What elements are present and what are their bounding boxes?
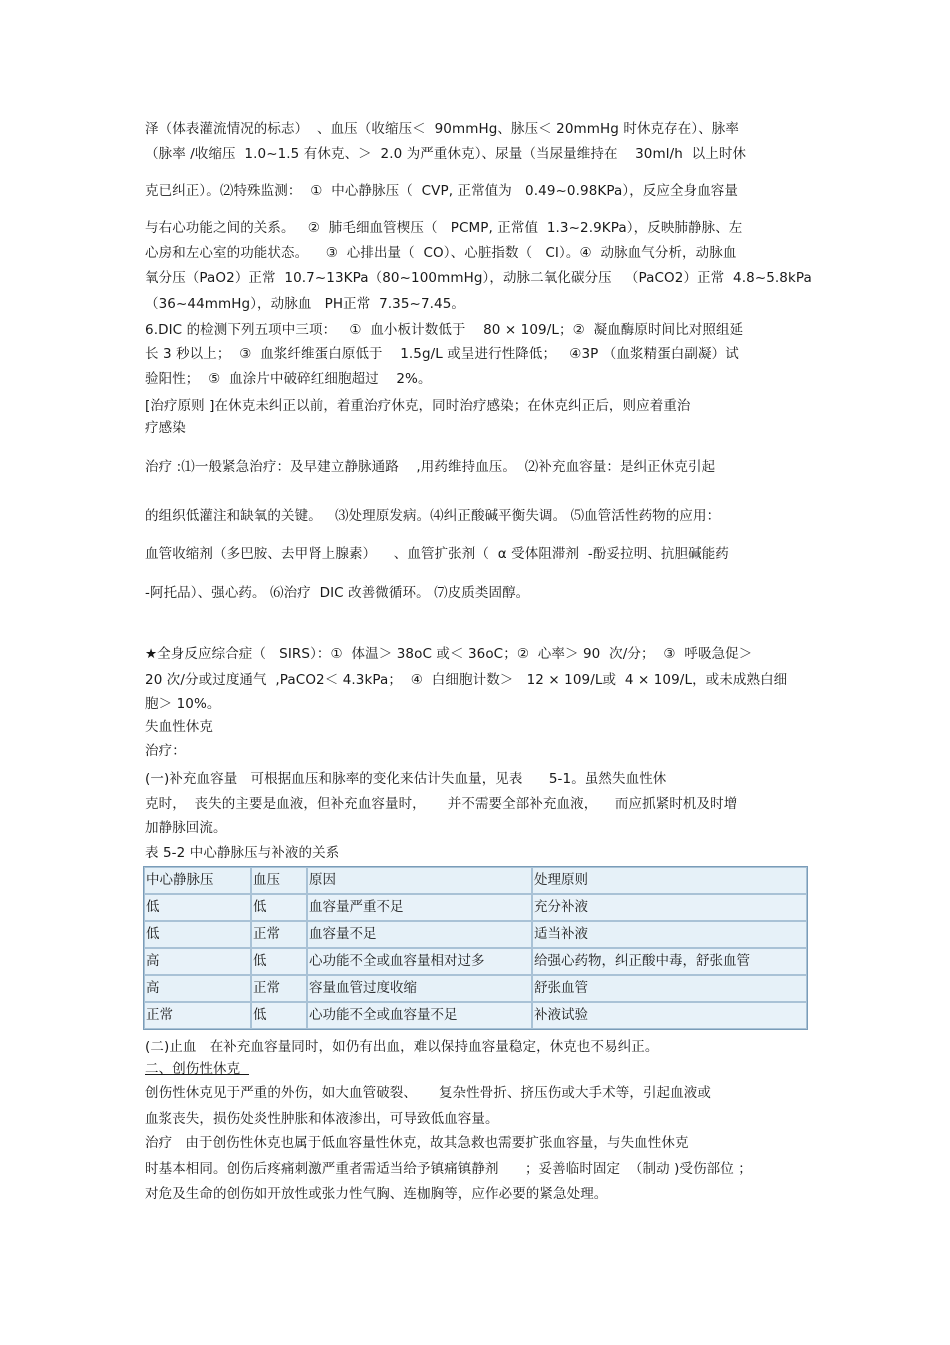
table-cell: 充分补液 — [532, 894, 807, 921]
text-line: 心房和左心室的功能状态。 ③ 心排出量（ CO）、心脏指数（ CI）。④ 动脉血气分析，动脉血 — [145, 245, 737, 261]
text-line: 与右心功能之间的关系。 ② 肺毛细血管楔压（ PCMP, 正常值 1.3~2.9KPa），反映肺静脉、左 — [145, 220, 743, 236]
text-line: (二)止血 在补充血容量同时，如仍有出血，难以保持血容量稳定，休克也不易纠正。 — [145, 1039, 659, 1055]
table-header-cell: 中心静脉压 — [144, 867, 251, 894]
text-line: （36~44mmHg），动脉血 PH正常 7.35~7.45。 — [145, 296, 466, 312]
table-row — [144, 894, 807, 921]
table-cell: 血容量严重不足 — [307, 894, 532, 921]
text-line: 治疗： — [145, 743, 186, 759]
text-line: 胞＞ 10%。 — [145, 696, 221, 712]
table-row — [144, 921, 807, 948]
text-line: 6.DIC 的检测下列五项中三项： ① 血小板计数低于 80 × 109/L；② 凝血酶原时间比对照组延 — [145, 322, 744, 338]
text-line: 血浆丧失，损伤处炎性肿胀和体液渗出，可导致低血容量。 — [145, 1111, 499, 1127]
table-cell: 给强心药物，纠正酸中毒，舒张血管 — [532, 948, 807, 975]
table-header-cell: 处理原则 — [532, 867, 807, 894]
text-line: 对危及生命的创伤如开放性或张力性气胸、连枷胸等，应作必要的紧急处理。 — [145, 1186, 608, 1202]
table-header-row — [144, 867, 807, 894]
text-line: ★全身反应综合症（ SIRS）：① 体温＞ 38oC 或＜ 36oC；② 心率＞ 90 次/分； ③ 呼吸急促＞ — [145, 646, 753, 662]
text-line: [治疗原则 ]在休克未纠正以前，着重治疗休克，同时治疗感染；在休克纠正后，则应着重治 — [145, 398, 691, 414]
table-cell: 低 — [144, 894, 251, 921]
table-caption: 表 5-2 中心静脉压与补液的关系 — [145, 845, 340, 861]
text-line: 克已纠正）。⑵特殊监测： ① 中心静脉压（ CVP, 正常值为 0.49~0.98KPa），反应全身血容量 — [145, 183, 738, 199]
cvp-fluid-table — [143, 866, 808, 1030]
text-line: 长 3 秒以上； ③ 血浆纤维蛋白原低于 1.5g/L 或呈进行性降低； ④3P （血浆精蛋白副凝）试 — [145, 346, 739, 362]
text-line: 泽（体表灌流情况的标志） 、血压（收缩压＜ 90mmHg、脉压＜ 20mmHg 时休克存在）、脉率 — [145, 121, 739, 137]
text-line: 血管收缩剂（多巴胺、去甲肾上腺素） 、血管扩张剂（ α 受体阻滞剂 -酚妥拉明、抗胆碱能药 — [145, 546, 729, 562]
table-row — [144, 1002, 807, 1029]
text-line: 的组织低灌注和缺氧的关键。 ⑶处理原发病。⑷纠正酸碱平衡失调。 ⑸血管活性药物的应用： — [145, 508, 721, 524]
text-line: 时基本相同。创伤后疼痛刺激严重者需适当给予镇痛镇静剂 ；妥善临时固定 （制动 )受伤部位 ； — [145, 1161, 752, 1177]
text-line: 验阳性； ⑤ 血涂片中破碎红细胞超过 2%。 — [145, 371, 432, 387]
table-cell: 正常 — [251, 921, 307, 948]
table-cell: 高 — [144, 975, 251, 1002]
table-cell: 低 — [251, 1002, 307, 1029]
text-line: 治疗 :⑴一般紧急治疗：及早建立静脉通路 ,用药维持血压。 ⑵补充血容量：是纠正休克引起 — [145, 459, 716, 475]
table-row — [144, 948, 807, 975]
table-cell: 高 — [144, 948, 251, 975]
table-header-cell: 血压 — [251, 867, 307, 894]
table-cell: 正常 — [144, 1002, 251, 1029]
table-header-cell: 原因 — [307, 867, 532, 894]
table-cell: 血容量不足 — [307, 921, 532, 948]
table-cell: 心功能不全或血容量不足 — [307, 1002, 532, 1029]
table-cell: 低 — [251, 894, 307, 921]
table-cell: 容量血管过度收缩 — [307, 975, 532, 1002]
table-row — [144, 975, 807, 1002]
table-cell: 正常 — [251, 975, 307, 1002]
table-cell: 舒张血管 — [532, 975, 807, 1002]
section-heading: 二、创伤性休克 — [145, 1061, 249, 1077]
text-line: 治疗 由于创伤性休克也属于低血容量性休克，故其急救也需要扩张血容量，与失血性休克 — [145, 1135, 689, 1151]
text-line: 克时， 丧失的主要是血液，但补充血容量时， 并不需要全部补充血液， 而应抓紧时机及时增 — [145, 796, 738, 812]
text-line: 加静脉回流。 — [145, 820, 227, 836]
table-cell: 补液试验 — [532, 1002, 807, 1029]
table-cell: 低 — [251, 948, 307, 975]
table-cell: 低 — [144, 921, 251, 948]
table-cell: 适当补液 — [532, 921, 807, 948]
text-line: （脉率 /收缩压 1.0~1.5 有休克、＞ 2.0 为严重休克）、尿量（当尿量维持在 30ml/h 以上时休 — [145, 146, 747, 162]
text-line: -阿托品）、强心药。 ⑹治疗 DIC 改善微循环。 ⑺皮质类固醇。 — [145, 585, 530, 601]
text-line: 创伤性休克见于严重的外伤，如大血管破裂、 复杂性骨折、挤压伤或大手术等，引起血液或 — [145, 1085, 711, 1101]
section-heading: 失血性休克 — [145, 719, 213, 735]
text-line: 20 次/分或过度通气 ,PaCO2＜ 4.3kPa； ④ 白细胞计数＞ 12 × 109/L或 4 × 109/L，或未成熟白细 — [145, 672, 788, 688]
text-line: 疗感染 — [145, 420, 186, 436]
table-cell: 心功能不全或血容量相对过多 — [307, 948, 532, 975]
text-line: 氧分压（PaO2）正常 10.7~13KPa（80~100mmHg），动脉二氧化碳分压 （PaCO2）正常 4.8~5.8kPa — [145, 270, 812, 286]
text-line: (一)补充血容量 可根据血压和脉率的变化来估计失血量，见表 5-1。虽然失血性休 — [145, 771, 667, 787]
